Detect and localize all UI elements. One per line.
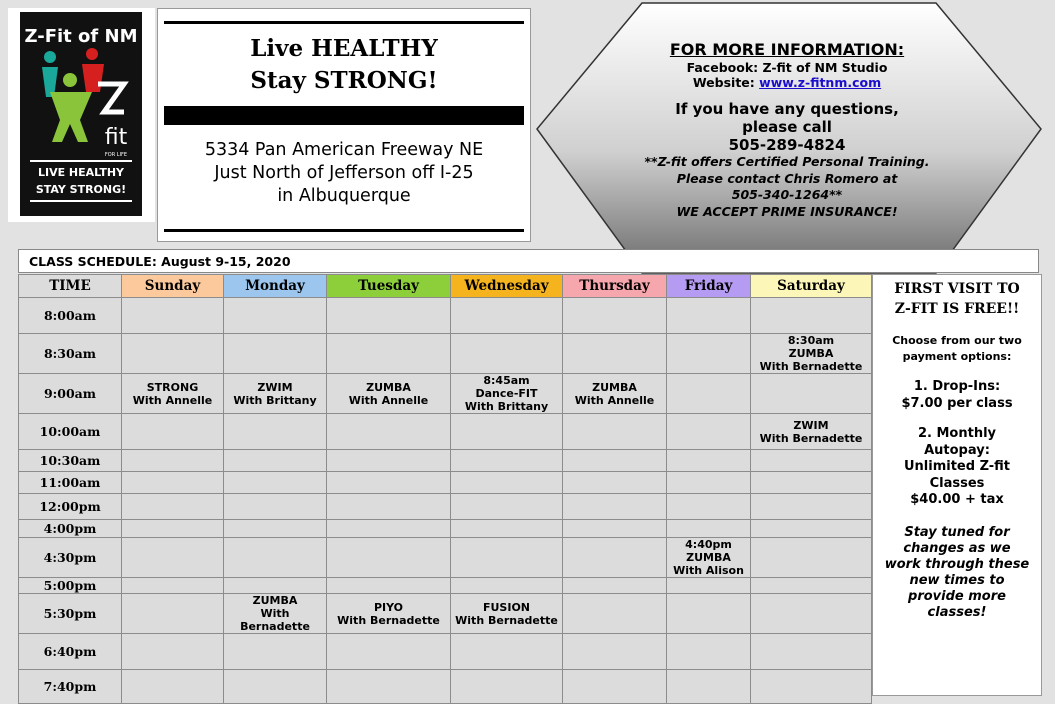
insurance-line: WE ACCEPT PRIME INSURANCE! — [676, 203, 898, 219]
table-row — [19, 594, 872, 634]
class-cell — [667, 472, 751, 494]
class-line: With Bernadette — [455, 613, 558, 627]
col-tuesday: Tuesday — [327, 275, 451, 298]
training-line2: Please contact Chris Romero at — [676, 170, 898, 186]
class-cell — [224, 634, 327, 670]
opt2-line4: Classes — [929, 475, 985, 491]
class-cell — [451, 414, 563, 450]
class-cell — [751, 494, 872, 520]
class-line: ZUMBA — [686, 551, 731, 564]
class-cell — [122, 472, 224, 494]
class-cell — [667, 494, 751, 520]
class-schedule-table — [18, 274, 872, 704]
green-figure-icon — [50, 92, 92, 142]
class-cell — [122, 594, 224, 634]
class-cell — [563, 538, 667, 578]
class-cell — [751, 450, 872, 472]
training-line3: 505-340-1264** — [731, 187, 843, 202]
choose-text — [873, 333, 1041, 365]
address-block — [158, 139, 530, 208]
class-cell — [751, 414, 872, 450]
schedule-title: CLASS SCHEDULE: August 9-15, 2020 — [29, 254, 291, 269]
opt2-line2: Autopay: — [924, 442, 990, 458]
logo-brand: Z-Fit of NM — [24, 26, 138, 47]
class-cell — [667, 374, 751, 414]
class-cell — [451, 634, 563, 670]
table-row — [19, 450, 872, 472]
class-cell — [667, 538, 751, 578]
option-dropins — [873, 379, 1041, 412]
zfit-logo-art — [20, 12, 142, 216]
class-cell — [224, 494, 327, 520]
class-line: 4:40pm — [685, 538, 732, 551]
time-cell: 10:00am — [19, 414, 122, 450]
class-cell — [327, 334, 451, 374]
class-cell — [451, 538, 563, 578]
facebook-line: Facebook: Z-fit of NM Studio — [686, 60, 888, 75]
class-line: With Bernadette — [240, 607, 310, 633]
class-line: ZUMBA — [366, 380, 411, 394]
class-cell — [122, 334, 224, 374]
class-cell — [667, 594, 751, 634]
table-row — [19, 414, 872, 450]
table-row — [19, 538, 872, 578]
class-cell — [122, 520, 224, 538]
class-cell — [667, 578, 751, 594]
thick-rule — [164, 106, 524, 125]
slogan-panel — [157, 8, 531, 242]
website-link[interactable]: www.z-fitnm.com — [759, 75, 882, 90]
opt2-line1: 2. Monthly — [917, 426, 997, 441]
class-cell — [224, 520, 327, 538]
training-line1: **Z-fit offers Certified Personal Training. — [644, 154, 930, 169]
class-cell — [327, 670, 451, 704]
time-cell: 11:00am — [19, 472, 122, 494]
address-line2: Just North of Jefferson off I-25 — [214, 163, 474, 183]
class-cell — [751, 298, 872, 334]
class-cell — [327, 520, 451, 538]
class-line: ZUMBA — [592, 380, 637, 394]
table-row — [19, 494, 872, 520]
address-line3: in Albuquerque — [277, 186, 411, 206]
class-cell — [751, 374, 872, 414]
time-cell: 4:30pm — [19, 538, 122, 578]
class-cell — [563, 334, 667, 374]
bottom-rule — [164, 229, 524, 232]
choose-line2: payment options: — [902, 350, 1012, 363]
free-line1: FIRST VISIT TO — [894, 281, 1020, 297]
class-line: With Brittany — [464, 400, 549, 413]
zfit-logo — [20, 12, 142, 216]
class-cell — [224, 578, 327, 594]
time-cell: 6:40pm — [19, 634, 122, 670]
class-cell — [667, 634, 751, 670]
class-cell — [224, 414, 327, 450]
class-cell — [451, 334, 563, 374]
col-time: TIME — [19, 275, 122, 298]
class-cell — [122, 374, 224, 414]
questions-line1: If you have any questions, — [675, 100, 899, 118]
class-cell — [451, 374, 563, 414]
class-cell — [224, 450, 327, 472]
time-cell: 4:00pm — [19, 520, 122, 538]
table-row — [19, 670, 872, 704]
class-cell — [224, 594, 327, 634]
class-cell — [224, 538, 327, 578]
class-cell — [751, 594, 872, 634]
header-row — [19, 275, 872, 298]
class-cell — [667, 334, 751, 374]
class-cell — [327, 414, 451, 450]
tuned-line5: provide more — [908, 588, 1006, 604]
class-cell — [224, 670, 327, 704]
slogan-line1: Live HEALTHY — [250, 35, 438, 62]
class-cell — [122, 414, 224, 450]
pricing-panel — [872, 274, 1042, 696]
logo-line1: LIVE HEALTHY — [37, 166, 125, 179]
table-row — [19, 298, 872, 334]
class-cell — [667, 414, 751, 450]
time-cell: 12:00pm — [19, 494, 122, 520]
class-cell — [451, 578, 563, 594]
figure-head-icon — [86, 48, 98, 60]
class-line: FUSION — [482, 600, 531, 614]
time-cell: 8:30am — [19, 334, 122, 374]
class-cell — [667, 670, 751, 704]
class-cell — [563, 472, 667, 494]
time-cell: 8:00am — [19, 298, 122, 334]
phone-number: 505-289-4824 — [728, 136, 846, 154]
info-text — [600, 40, 974, 220]
time-cell: 7:40pm — [19, 670, 122, 704]
class-cell — [451, 298, 563, 334]
class-line: With Brittany — [233, 393, 317, 407]
address-line1: 5334 Pan American Freeway NE — [204, 140, 484, 160]
class-cell — [451, 472, 563, 494]
tuned-line4: new times to — [909, 572, 1005, 588]
slogan-line2: Stay STRONG! — [250, 67, 438, 94]
class-cell — [667, 450, 751, 472]
class-cell — [751, 578, 872, 594]
class-line: 8:45am — [483, 374, 530, 387]
class-cell — [563, 298, 667, 334]
class-line: With Bernadette — [337, 613, 440, 627]
class-cell — [751, 634, 872, 670]
fit-text-icon: fit — [104, 125, 128, 150]
class-cell — [563, 634, 667, 670]
class-cell — [327, 578, 451, 594]
table-row — [19, 334, 872, 374]
opt1-line2: $7.00 per class — [901, 395, 1013, 411]
free-visit-heading — [873, 279, 1041, 319]
class-cell — [122, 494, 224, 520]
class-cell — [563, 414, 667, 450]
class-line: With Annelle — [574, 393, 655, 407]
red-figure-icon — [82, 64, 104, 92]
col-wednesday: Wednesday — [451, 275, 563, 298]
figure-head-icon — [63, 73, 77, 87]
opt1-line1: 1. Drop-Ins: — [913, 379, 1001, 394]
class-cell — [451, 520, 563, 538]
class-cell — [667, 298, 751, 334]
class-cell — [451, 494, 563, 520]
class-cell — [327, 450, 451, 472]
class-line: PIYO — [373, 600, 404, 614]
class-cell — [327, 538, 451, 578]
top-rule — [164, 21, 524, 24]
class-line: ZUMBA — [788, 347, 834, 360]
choose-line1: Choose from our two — [892, 334, 1022, 347]
class-cell — [122, 538, 224, 578]
class-cell — [563, 520, 667, 538]
class-cell — [224, 472, 327, 494]
class-cell — [327, 634, 451, 670]
class-line: With Annelle — [348, 393, 429, 407]
class-cell — [563, 594, 667, 634]
class-cell — [751, 670, 872, 704]
class-line: ZUMBA — [252, 594, 298, 607]
class-cell — [451, 450, 563, 472]
class-line: With Bernadette — [759, 431, 863, 445]
schedule-title-bar — [18, 249, 1039, 273]
class-cell — [563, 450, 667, 472]
time-cell: 5:30pm — [19, 594, 122, 634]
class-cell — [122, 634, 224, 670]
table-row — [19, 520, 872, 538]
class-line: STRONG — [146, 380, 199, 394]
class-cell — [122, 670, 224, 704]
class-cell — [563, 578, 667, 594]
class-cell — [224, 374, 327, 414]
questions-line2: please call — [742, 118, 832, 136]
time-cell: 5:00pm — [19, 578, 122, 594]
logo-divider — [30, 200, 132, 202]
class-cell — [563, 670, 667, 704]
figure-head-icon — [44, 51, 56, 63]
option-monthly — [873, 426, 1041, 509]
time-cell: 9:00am — [19, 374, 122, 414]
class-line: ZWIM — [257, 380, 293, 394]
class-cell — [327, 298, 451, 334]
logo-line2: STAY STRONG! — [35, 183, 127, 196]
col-friday: Friday — [667, 275, 751, 298]
class-cell — [122, 450, 224, 472]
class-line: 8:30am — [787, 334, 835, 347]
class-cell — [122, 298, 224, 334]
col-thursday: Thursday — [563, 275, 667, 298]
class-cell — [327, 374, 451, 414]
class-line: With Alison — [673, 564, 744, 577]
class-line: With Annelle — [132, 393, 213, 407]
class-cell — [451, 594, 563, 634]
z-letter-icon — [98, 84, 124, 112]
class-line: With Bernadette — [759, 360, 863, 373]
table-row — [19, 634, 872, 670]
col-sunday: Sunday — [122, 275, 224, 298]
class-cell — [563, 374, 667, 414]
col-monday: Monday — [224, 275, 327, 298]
table-row — [19, 578, 872, 594]
tuned-line1: Stay tuned for — [904, 524, 1010, 540]
time-cell: 10:30am — [19, 450, 122, 472]
table-row — [19, 374, 872, 414]
class-cell — [327, 594, 451, 634]
website-line — [600, 75, 974, 90]
opt2-line3: Unlimited Z-fit — [903, 459, 1011, 474]
logo-divider — [30, 160, 132, 162]
class-cell — [327, 494, 451, 520]
class-cell — [327, 472, 451, 494]
logo-sub: FOR LIFE — [104, 152, 128, 158]
class-cell — [224, 334, 327, 374]
table-row — [19, 472, 872, 494]
class-line: Dance-FIT — [475, 387, 538, 400]
class-cell — [751, 334, 872, 374]
class-line: ZWIM — [793, 418, 829, 432]
info-heading: FOR MORE INFORMATION: — [669, 40, 905, 59]
class-cell — [122, 578, 224, 594]
tuned-line2: changes as we — [903, 540, 1011, 556]
class-cell — [751, 472, 872, 494]
logo-panel — [8, 8, 155, 222]
class-cell — [451, 670, 563, 704]
class-cell — [751, 538, 872, 578]
tuned-line6: classes! — [927, 604, 987, 620]
col-saturday: Saturday — [751, 275, 872, 298]
website-label: Website: — [692, 75, 760, 90]
opt2-line5: $40.00 + tax — [910, 492, 1004, 507]
class-cell — [563, 494, 667, 520]
free-line2: Z-FIT IS FREE!! — [894, 301, 1020, 317]
class-cell — [751, 520, 872, 538]
questions-block — [600, 100, 974, 154]
tuned-line3: work through these — [884, 556, 1030, 572]
class-cell — [667, 520, 751, 538]
stay-tuned-note — [873, 525, 1041, 621]
class-cell — [224, 298, 327, 334]
